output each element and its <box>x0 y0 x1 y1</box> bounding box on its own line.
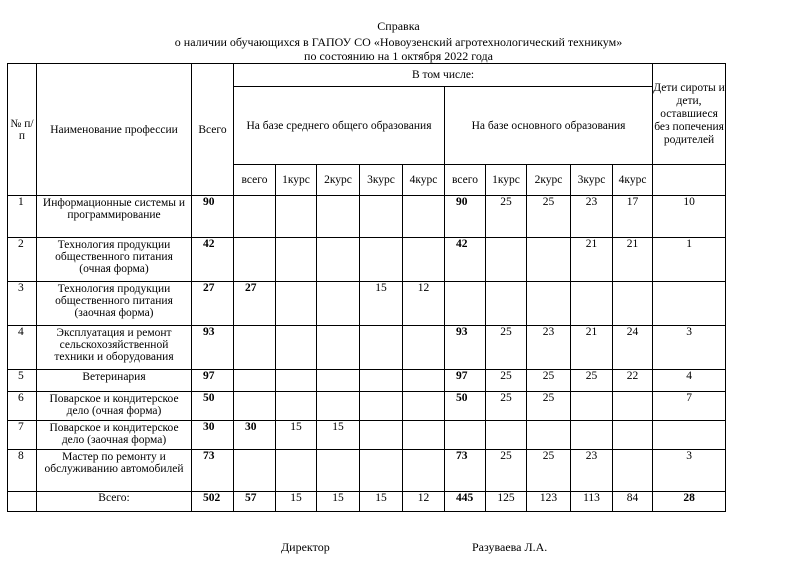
row-orphans-value: 3 <box>653 450 726 492</box>
subheader-cell: 4курс <box>613 165 653 196</box>
row-basic-value <box>527 421 571 450</box>
row-basic-value: 23 <box>571 450 613 492</box>
table-row <box>8 238 726 282</box>
row-basic-value <box>445 282 486 326</box>
row-secondary-value <box>360 196 403 238</box>
subheader-cell: всего <box>445 165 486 196</box>
row-secondary-value <box>317 326 360 370</box>
row-total: 27 <box>192 282 234 326</box>
doc-date-line: по состоянию на 1 октября 2022 года <box>304 49 493 63</box>
row-secondary-value <box>403 196 445 238</box>
doc-title: Справка <box>377 19 420 33</box>
row-index: 3 <box>8 282 37 326</box>
totals-secondary-value: 57 <box>234 492 276 512</box>
header-num: № п/п <box>8 64 37 196</box>
totals-orphans-value: 28 <box>653 492 726 512</box>
totals-basic-value: 125 <box>486 492 527 512</box>
row-secondary-value <box>317 282 360 326</box>
signature-role: Директор <box>281 540 330 554</box>
row-total: 30 <box>192 421 234 450</box>
row-basic-value <box>613 392 653 421</box>
totals-index <box>8 492 37 512</box>
row-total: 50 <box>192 392 234 421</box>
row-secondary-value <box>317 370 360 392</box>
row-basic-value: 97 <box>445 370 486 392</box>
students-table <box>7 63 726 512</box>
row-index: 8 <box>8 450 37 492</box>
row-secondary-value <box>234 196 276 238</box>
row-secondary-value <box>317 450 360 492</box>
row-basic-value: 24 <box>613 326 653 370</box>
row-secondary-value <box>317 196 360 238</box>
row-basic-value: 21 <box>571 326 613 370</box>
table-row <box>8 421 726 450</box>
row-basic-value: 73 <box>445 450 486 492</box>
row-secondary-value <box>234 392 276 421</box>
totals-basic-value: 84 <box>613 492 653 512</box>
row-secondary-value <box>403 421 445 450</box>
row-basic-value <box>613 421 653 450</box>
header-name: Наименование профессии <box>37 64 192 196</box>
row-name: Поварское и кондитерское дело (очная форма) <box>37 392 192 421</box>
row-secondary-value <box>234 370 276 392</box>
row-basic-value: 25 <box>527 196 571 238</box>
row-secondary-value <box>276 370 317 392</box>
row-secondary-value <box>317 238 360 282</box>
row-basic-value: 23 <box>527 326 571 370</box>
row-basic-value: 25 <box>527 392 571 421</box>
totals-label: Всего: <box>37 492 192 512</box>
row-total: 93 <box>192 326 234 370</box>
row-secondary-value <box>234 238 276 282</box>
row-secondary-value <box>360 392 403 421</box>
row-name: Информационные системы и программирование <box>37 196 192 238</box>
row-basic-value <box>571 421 613 450</box>
row-index: 2 <box>8 238 37 282</box>
table-row <box>8 392 726 421</box>
row-index: 6 <box>8 392 37 421</box>
row-secondary-value <box>276 282 317 326</box>
row-secondary-value: 15 <box>360 282 403 326</box>
row-secondary-value <box>276 238 317 282</box>
row-orphans-value: 10 <box>653 196 726 238</box>
row-total: 90 <box>192 196 234 238</box>
row-basic-value <box>527 282 571 326</box>
row-secondary-value <box>403 238 445 282</box>
subheader-cell: 4курс <box>403 165 445 196</box>
row-name: Мастер по ремонту и обслуживанию автомобилей <box>37 450 192 492</box>
subheader-cell: 3курс <box>571 165 613 196</box>
row-total: 42 <box>192 238 234 282</box>
row-name: Технология продукции общественного питания (очная форма) <box>37 238 192 282</box>
row-orphans-value: 4 <box>653 370 726 392</box>
header-secondary: На базе среднего общего образования <box>234 87 445 165</box>
row-total: 97 <box>192 370 234 392</box>
row-orphans-value <box>653 282 726 326</box>
row-index: 7 <box>8 421 37 450</box>
header-orphans: Дети сироты и дети, оставшиеся без попечения родителей <box>653 64 726 165</box>
row-basic-value: 25 <box>571 370 613 392</box>
row-secondary-value <box>234 450 276 492</box>
row-secondary-value: 30 <box>234 421 276 450</box>
row-name: Ветеринария <box>37 370 192 392</box>
subheader-cell: 2курс <box>317 165 360 196</box>
row-orphans-value: 3 <box>653 326 726 370</box>
totals-row <box>8 492 726 512</box>
table-header <box>8 64 726 196</box>
table-body <box>8 196 726 512</box>
subheader-cell: 1курс <box>276 165 317 196</box>
row-secondary-value <box>276 196 317 238</box>
row-index: 1 <box>8 196 37 238</box>
table-row <box>8 370 726 392</box>
table-row <box>8 282 726 326</box>
doc-subtitle: о наличии обучающихся в ГАПОУ СО «Новоузенский агротехнологический техникум» <box>174 35 623 49</box>
subheader-blank <box>653 165 726 196</box>
row-index: 5 <box>8 370 37 392</box>
totals-secondary-value: 15 <box>317 492 360 512</box>
row-basic-value: 25 <box>486 392 527 421</box>
row-secondary-value <box>360 238 403 282</box>
totals-basic-value: 445 <box>445 492 486 512</box>
row-basic-value <box>486 282 527 326</box>
row-basic-value: 25 <box>486 450 527 492</box>
row-basic-value <box>613 450 653 492</box>
row-name: Эксплуатация и ремонт сельскохозяйственной техники и оборудования <box>37 326 192 370</box>
row-basic-value: 25 <box>486 196 527 238</box>
row-secondary-value <box>317 392 360 421</box>
header-total: Всего <box>192 64 234 196</box>
row-secondary-value: 27 <box>234 282 276 326</box>
row-orphans-value: 1 <box>653 238 726 282</box>
row-basic-value: 25 <box>527 370 571 392</box>
row-secondary-value <box>403 392 445 421</box>
row-basic-value: 25 <box>486 326 527 370</box>
row-basic-value: 25 <box>527 450 571 492</box>
subheader-cell: 2курс <box>527 165 571 196</box>
row-secondary-value <box>403 450 445 492</box>
totals-secondary-value: 15 <box>276 492 317 512</box>
row-secondary-value <box>403 326 445 370</box>
row-secondary-value <box>360 450 403 492</box>
row-basic-value: 21 <box>613 238 653 282</box>
row-basic-value: 22 <box>613 370 653 392</box>
row-basic-value <box>486 238 527 282</box>
row-basic-value: 21 <box>571 238 613 282</box>
totals-secondary-value: 12 <box>403 492 445 512</box>
row-secondary-value: 15 <box>276 421 317 450</box>
row-total: 73 <box>192 450 234 492</box>
header-basic: На базе основного образования <box>445 87 653 165</box>
totals-secondary-value: 15 <box>360 492 403 512</box>
subheader-cell: всего <box>234 165 276 196</box>
row-secondary-value <box>360 370 403 392</box>
row-index: 4 <box>8 326 37 370</box>
row-orphans-value: 7 <box>653 392 726 421</box>
row-basic-value: 90 <box>445 196 486 238</box>
header-including: В том числе: <box>234 64 653 87</box>
row-basic-value: 93 <box>445 326 486 370</box>
row-basic-value <box>571 392 613 421</box>
row-basic-value: 50 <box>445 392 486 421</box>
row-secondary-value <box>276 326 317 370</box>
row-orphans-value <box>653 421 726 450</box>
row-name: Технология продукции общественного питания (заочная форма) <box>37 282 192 326</box>
row-basic-value <box>571 282 613 326</box>
totals-basic-value: 113 <box>571 492 613 512</box>
row-basic-value: 42 <box>445 238 486 282</box>
subheader-cell: 1курс <box>486 165 527 196</box>
table-row <box>8 450 726 492</box>
row-secondary-value <box>234 326 276 370</box>
table-row <box>8 326 726 370</box>
row-basic-value <box>527 238 571 282</box>
totals-total: 502 <box>192 492 234 512</box>
row-basic-value <box>445 421 486 450</box>
row-secondary-value <box>403 370 445 392</box>
row-basic-value: 17 <box>613 196 653 238</box>
row-secondary-value <box>276 392 317 421</box>
row-secondary-value <box>360 326 403 370</box>
subheader-cell: 3курс <box>360 165 403 196</box>
row-basic-value <box>486 421 527 450</box>
row-name: Поварское и кондитерское дело (заочная форма) <box>37 421 192 450</box>
totals-basic-value: 123 <box>527 492 571 512</box>
row-secondary-value: 12 <box>403 282 445 326</box>
row-basic-value: 23 <box>571 196 613 238</box>
table-row <box>8 196 726 238</box>
row-basic-value: 25 <box>486 370 527 392</box>
row-secondary-value: 15 <box>317 421 360 450</box>
row-secondary-value <box>360 421 403 450</box>
row-basic-value <box>613 282 653 326</box>
signature-name: Разуваева Л.А. <box>472 540 548 554</box>
row-secondary-value <box>276 450 317 492</box>
